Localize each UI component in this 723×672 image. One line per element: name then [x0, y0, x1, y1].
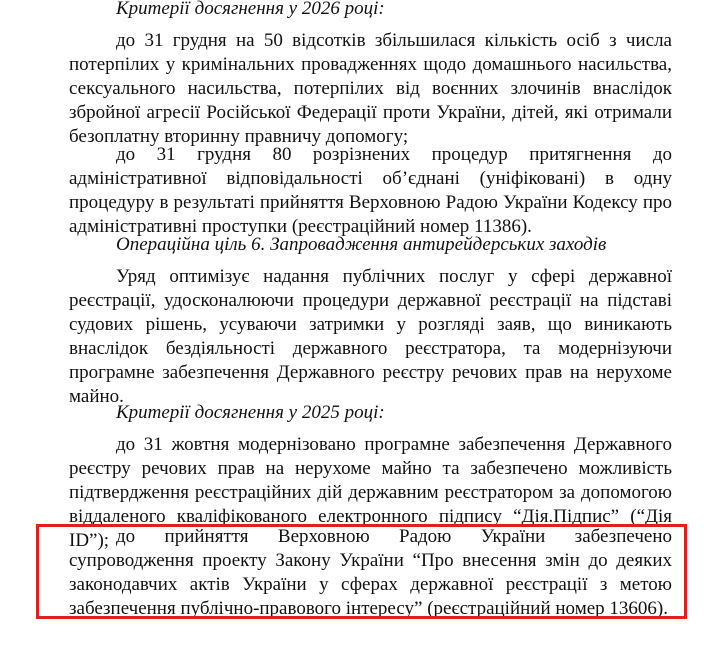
criteria-2026-heading: Критерії досягнення у 2026 році: — [116, 0, 385, 19]
highlight-box — [36, 524, 687, 619]
operational-goal-6-text: Уряд оптимізує надання публічних послуг у сфері державної реєстрації, удосконалюючи процедури державної реєстрації на підставі судових рішень, усуваючи затримки у розгляді заяв, що виникають внаслідок бездіяльності державного реєстратора, та модернізуючи програмне забезпечення Державного реєстру речових прав на нерухоме майно. — [69, 266, 672, 407]
criteria-2025-heading: Критерії досягнення у 2025 році: — [116, 402, 385, 423]
criteria-2026-item-legal-aid: до 31 грудня на 50 відсотків збільшилася кількість осіб з числа потерпілих у кримінальних провадженнях щодо домашнього насильства, сексуального насильства, потерпілих від воєнних злочинів внаслідок збройної агресії Російської Федерації проти України, дітей, які отримали безоплатну вторинну правничу допомогу; — [69, 30, 672, 147]
operational-goal-6-heading: Операційна ціль 6. Запровадження антирейдерських заходів — [116, 234, 607, 255]
criteria-2025-item-registry-modernization: до 31 жовтня модернізовано програмне забезпечення Державного реєстру речових прав на нерухоме майно та забезпечено можливість підтвердження реєстраційних дій державним реєстратором за допомогою віддаленого кваліфікованого електронного підпису “Дія.Підпис” (“Дія ID”); — [69, 434, 672, 551]
criteria-2026-item-admin-procedures: до 31 грудня 80 розрізнених процедур притягнення до адміністративної відповідальності об’єднані (уніфіковані) в одну процедуру в результаті прийняття Верховною Радою України Кодексу про адміністративні проступки (реєстраційний номер 11386). — [69, 144, 672, 237]
criteria-2025-item-law-draft: до прийняття Верховною Радою України забезпечено супроводження проекту Закону України “Про внесення змін до деяких законодавчих актів України у сферах державної реєстрації з метою забезпечення публічно-правового інтересу” (реєстраційний номер 13606). — [69, 526, 672, 619]
